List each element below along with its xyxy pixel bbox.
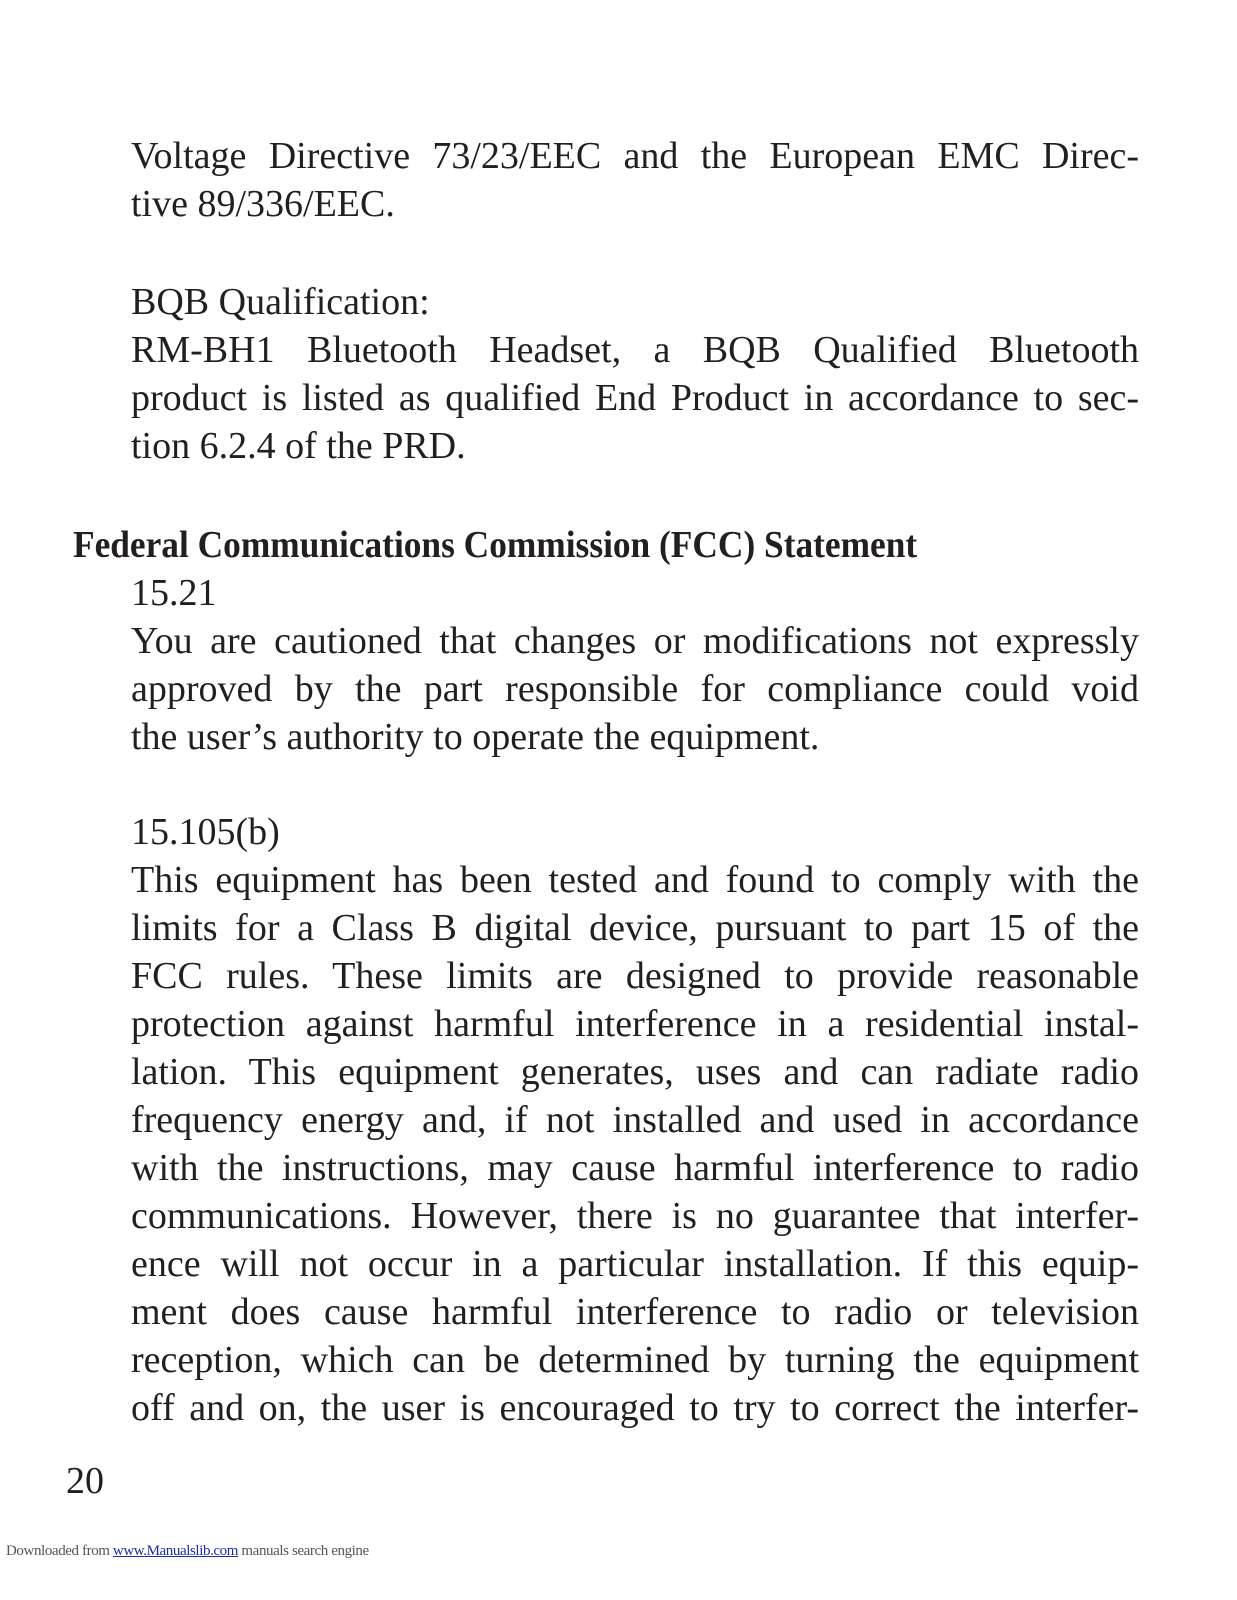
section-15-105b-paragraph: [131, 856, 1139, 1432]
text-line: ence will not occur in a particular installation. If this equip-: [131, 1243, 1139, 1285]
download-footer: [6, 1541, 369, 1561]
section-15-21-paragraph: [131, 617, 1139, 761]
footer-suffix: manuals search engine: [238, 1543, 369, 1559]
bqb-label: BQB Qualification:: [131, 281, 430, 323]
text-line: with the instructions, may cause harmful interference to radio: [131, 1147, 1139, 1189]
text-line: communications. However, there is no guarantee that interfer-: [131, 1195, 1139, 1237]
text-line: frequency energy and, if not installed and used in accordance: [131, 1099, 1139, 1141]
text-line: RM-BH1 Bluetooth Headset, a BQB Qualified Bluetooth: [131, 329, 1139, 371]
text-line: ment does cause harmful interference to radio or television: [131, 1291, 1139, 1333]
intro-paragraph: [131, 132, 1139, 228]
text-line: FCC rules. These limits are designed to provide reasonable: [131, 955, 1139, 997]
page-number: 20: [66, 1460, 104, 1502]
text-line: protection against harmful interference in a residential instal-: [131, 1003, 1139, 1045]
text-line: product is listed as qualified End Product in accordance to sec-: [131, 377, 1139, 419]
text-line: tive 89/336/EEC.: [131, 183, 395, 225]
text-line: tion 6.2.4 of the PRD.: [131, 425, 466, 467]
footer-prefix: Downloaded from: [6, 1543, 113, 1559]
text-line: approved by the part responsible for compliance could void: [131, 668, 1139, 710]
text-line: reception, which can be determined by turning the equipment: [131, 1339, 1139, 1381]
text-line: Voltage Directive 73/23/EEC and the European EMC Direc-: [131, 135, 1139, 177]
text-line: This equipment has been tested and found to comply with the: [131, 859, 1139, 901]
text-line: You are cautioned that changes or modifications not expressly: [131, 620, 1139, 662]
manualslib-link[interactable]: www.Manualslib.com: [112, 1543, 239, 1559]
section-number: 15.105(b): [131, 811, 280, 853]
section-number: 15.21: [131, 572, 217, 614]
text-line: off and on, the user is encouraged to try to correct the interfer-: [131, 1387, 1139, 1429]
text-line: limits for a Class B digital device, pursuant to part 15 of the: [131, 907, 1139, 949]
fcc-heading: Federal Communications Commission (FCC) Statement: [73, 524, 918, 566]
bqb-section: [131, 278, 1139, 470]
text-line: lation. This equipment generates, uses and can radiate radio: [131, 1051, 1139, 1093]
text-line: the user’s authority to operate the equipment.: [131, 716, 820, 758]
